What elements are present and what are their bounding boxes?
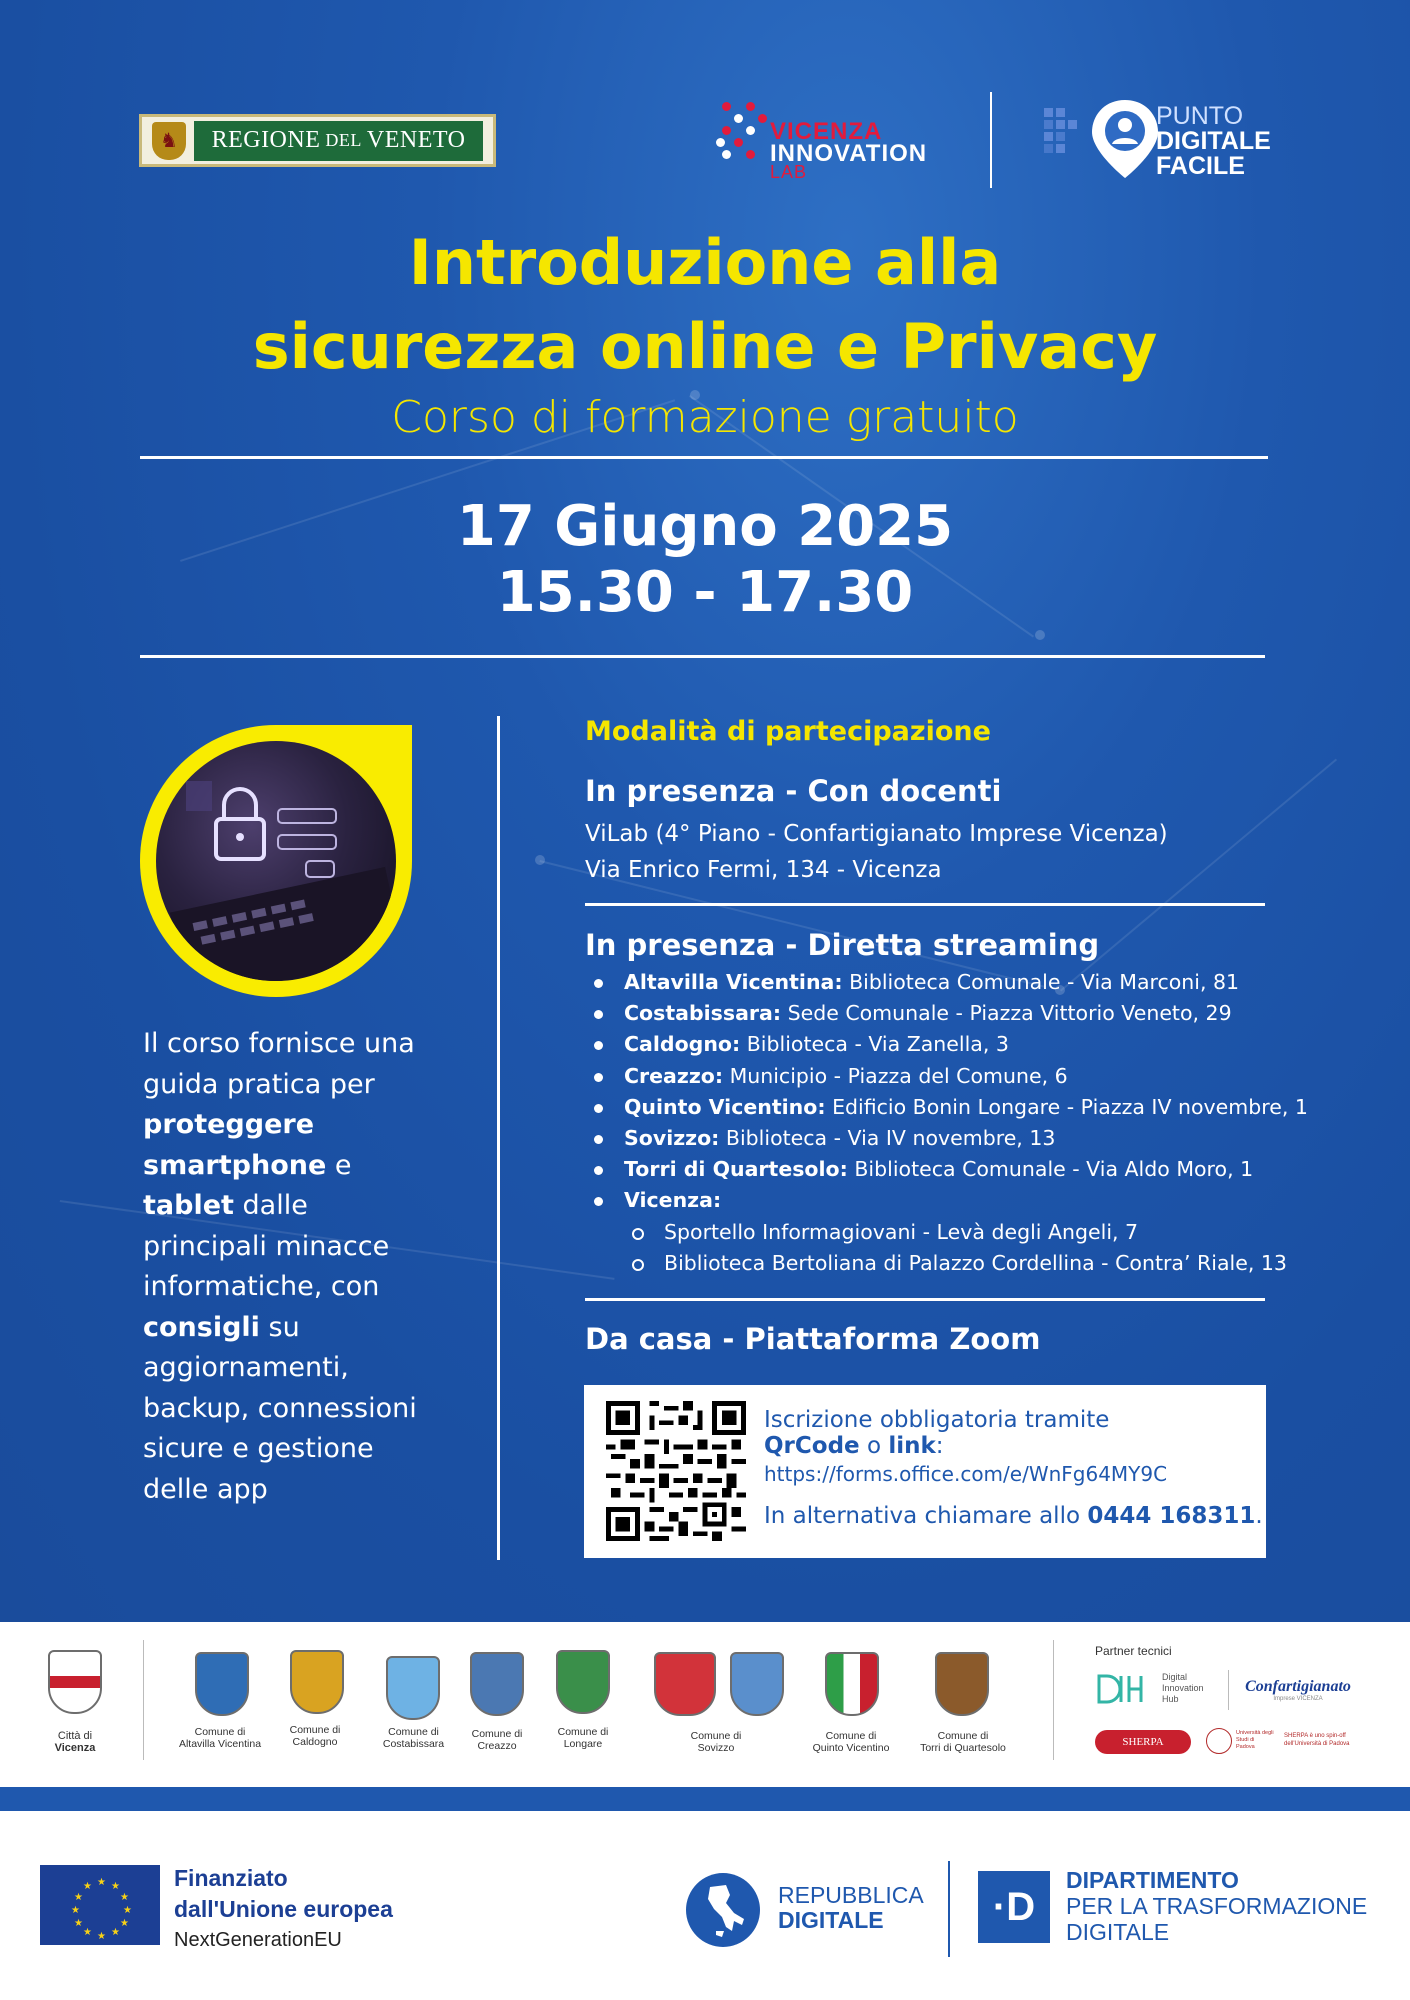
list-item: Caldogno: Biblioteca - Via Zanella, 3 (592, 1032, 1292, 1063)
title-line-1: Introduzione alla (408, 226, 1002, 299)
eu-funding-text: Finanziato dall'Unione europea NextGenerationEU (174, 1865, 393, 1951)
registration-text (764, 1407, 1263, 1529)
sherpa-logo: SHERPA (1095, 1730, 1191, 1754)
sub-list-item: Sportello Informagiovani - Levà degli Angeli, 7 (592, 1220, 1292, 1251)
svg-text:★: ★ (83, 1881, 92, 1892)
dipartimento-icon: ·D (978, 1871, 1050, 1943)
event-date: 17 Giugno 2025 (456, 494, 954, 559)
pdf-line-3: FACILE (1156, 152, 1245, 180)
divider (585, 903, 1265, 906)
subtitle: Corso di formazione gratuito (391, 392, 1019, 443)
registration-phone-line: In alternativa chiamare allo 0444 168311. (764, 1503, 1263, 1529)
lion-of-st-mark-icon: ♞ (152, 122, 186, 160)
divider (1053, 1640, 1054, 1760)
registration-box (584, 1385, 1266, 1558)
registration-link[interactable]: https://forms.office.com/e/WnFg64MY9C (764, 1462, 1168, 1486)
list-item: Quinto Vicentino: Edificio Bonin Longare - Piazza IV novembre, 1 (592, 1095, 1292, 1126)
vil-line-3: LAB (770, 162, 808, 182)
svg-text:★: ★ (111, 1927, 120, 1938)
caption: Vicenza (54, 1742, 96, 1754)
caption: Caldogno (292, 1736, 338, 1748)
list-item: Vicenza: (592, 1188, 1292, 1219)
vicenza-innovation-lab-logo (716, 96, 946, 186)
security-photo (140, 725, 412, 997)
event-time: 15.30 - 17.30 (496, 560, 914, 625)
divider (140, 456, 1268, 459)
sovizzo-crest-icon (654, 1652, 716, 1716)
quinto-crest-icon (825, 1652, 879, 1716)
svg-text:★: ★ (123, 1905, 132, 1916)
caption: Comune di (289, 1724, 341, 1736)
streaming-locations-list (592, 970, 1308, 1282)
participation-heading: Modalità di partecipazione (585, 716, 991, 747)
vil-line-2: INNOVATION (770, 140, 928, 167)
caption: Sovizzo (697, 1742, 735, 1754)
list-item: Sovizzo: Biblioteca - Via IV novembre, 13 (592, 1126, 1292, 1157)
course-description: Il corso fornisce una guida pratica per proteggere smartphone e tablet dalle principali minacce informatiche, con consigli su aggiornamenti, backup, connessioni sicure e gestione delle app (143, 1028, 417, 1505)
creazzo-crest-icon (470, 1652, 524, 1716)
caption: Creazzo (477, 1740, 517, 1752)
divider (1228, 1670, 1229, 1710)
list-item: Altavilla Vicentina: Biblioteca Comunale - Via Marconi, 81 (592, 970, 1292, 1001)
divider (585, 1298, 1265, 1301)
in-person-venue: ViLab (4° Piano - Confartigianato Imprese Vicenza) (585, 821, 1168, 847)
caption: Costabissara (382, 1738, 445, 1750)
svg-text:★: ★ (111, 1881, 120, 1892)
laptop-padlock-image (156, 741, 396, 981)
network-node (1035, 630, 1045, 640)
altavilla-crest-icon (195, 1652, 249, 1716)
zoom-title: Da casa - Piattaforma Zoom (585, 1322, 1041, 1356)
qr-code[interactable] (606, 1401, 746, 1541)
dih-icon (1095, 1672, 1145, 1706)
pdf-line-1: PUNTO (1156, 102, 1244, 130)
sub-list-item: Biblioteca Bertoliana di Palazzo Cordellina - Contra’ Riale, 13 (592, 1251, 1292, 1282)
footer (0, 1811, 1410, 2000)
footer-divider (948, 1861, 950, 1957)
caption: Comune di (825, 1730, 877, 1742)
network-line (1060, 759, 1337, 992)
title-line-2: sicurezza online e Privacy (252, 310, 1158, 383)
caption: Comune di (471, 1728, 523, 1740)
caption: Torri di Quartesolo (920, 1742, 1006, 1754)
svg-text:★: ★ (74, 1892, 83, 1903)
longare-crest-icon (556, 1650, 610, 1714)
caption: Città di (57, 1730, 93, 1742)
registration-line-2: QrCode o link: (764, 1433, 944, 1459)
svg-text:★: ★ (97, 1931, 106, 1942)
dipartimento-text: DIPARTIMENTO PER LA TRASFORMAZIONE DIGITALE (1066, 1867, 1368, 1945)
column-divider (497, 716, 500, 1560)
svg-text:★: ★ (120, 1892, 129, 1903)
caption: Longare (563, 1738, 603, 1750)
registration-line-1: Iscrizione obbligatoria tramite (764, 1407, 1110, 1433)
padlock-icon (156, 741, 396, 981)
network-node (535, 855, 545, 865)
sherpa-note: SHERPA è uno spin-off dell'Università di Padova (1284, 1733, 1350, 1747)
header-divider (990, 92, 992, 188)
confartigianato-logo: Confartigianato Imprese VICENZA (1245, 1678, 1351, 1702)
caption: Comune di (194, 1726, 246, 1738)
eu-flag-icon (40, 1865, 160, 1945)
streaming-title: In presenza - Diretta streaming (585, 928, 1100, 962)
caption: Comune di (690, 1730, 742, 1742)
partners-title: Partner tecnici (1095, 1644, 1172, 1658)
list-item: Creazzo: Municipio - Piazza del Comune, 6 (592, 1064, 1292, 1095)
svg-text:★: ★ (97, 1877, 106, 1888)
italy-map-icon (686, 1873, 760, 1947)
svg-text:★: ★ (74, 1918, 83, 1929)
svg-text:★: ★ (120, 1918, 129, 1929)
vil-line-1: VICENZA (770, 118, 883, 145)
pdf-line-2: DIGITALE (1156, 127, 1271, 155)
phone-number[interactable]: 0444 168311 (1087, 1503, 1256, 1529)
dots-icon (716, 100, 772, 170)
punto-digitale-facile-logo (1040, 94, 1280, 190)
unipd-text: Università degli Studi di Padova (1236, 1730, 1274, 1750)
regione-veneto-wordmark: REGIONE DEL VENETO (194, 121, 483, 161)
costabissara-crest-icon (386, 1656, 440, 1720)
blue-strip (0, 1787, 1410, 1811)
caption: Comune di (937, 1730, 989, 1742)
caption: Comune di (388, 1726, 439, 1738)
vicenza-crest-icon (48, 1650, 102, 1714)
regione-veneto-logo (139, 114, 496, 167)
caldogno-crest-icon (290, 1650, 344, 1714)
caption: Comune di (557, 1726, 609, 1738)
svg-text:★: ★ (83, 1927, 92, 1938)
list-item: Torri di Quartesolo: Biblioteca Comunale - Via Aldo Moro, 1 (592, 1157, 1292, 1188)
caption: Altavilla Vicentina (178, 1738, 262, 1750)
sovizzo-crest-2-icon (730, 1652, 784, 1716)
dih-text: Digital Innovation Hub (1162, 1672, 1204, 1704)
in-person-address: Via Enrico Fermi, 134 - Vicenza (585, 857, 942, 883)
caption: Quinto Vicentino (812, 1742, 890, 1754)
divider (143, 1640, 144, 1760)
municipalities-band (0, 1622, 1410, 1787)
unipd-seal-icon (1206, 1728, 1232, 1754)
in-person-title: In presenza - Con docenti (585, 774, 1002, 808)
list-item: Costabissara: Sede Comunale - Piazza Vittorio Veneto, 29 (592, 1001, 1292, 1032)
repubblica-digitale-text: REPUBBLICA DIGITALE (778, 1882, 924, 1933)
torri-crest-icon (935, 1652, 989, 1716)
divider (140, 655, 1265, 658)
svg-text:★: ★ (71, 1905, 80, 1916)
